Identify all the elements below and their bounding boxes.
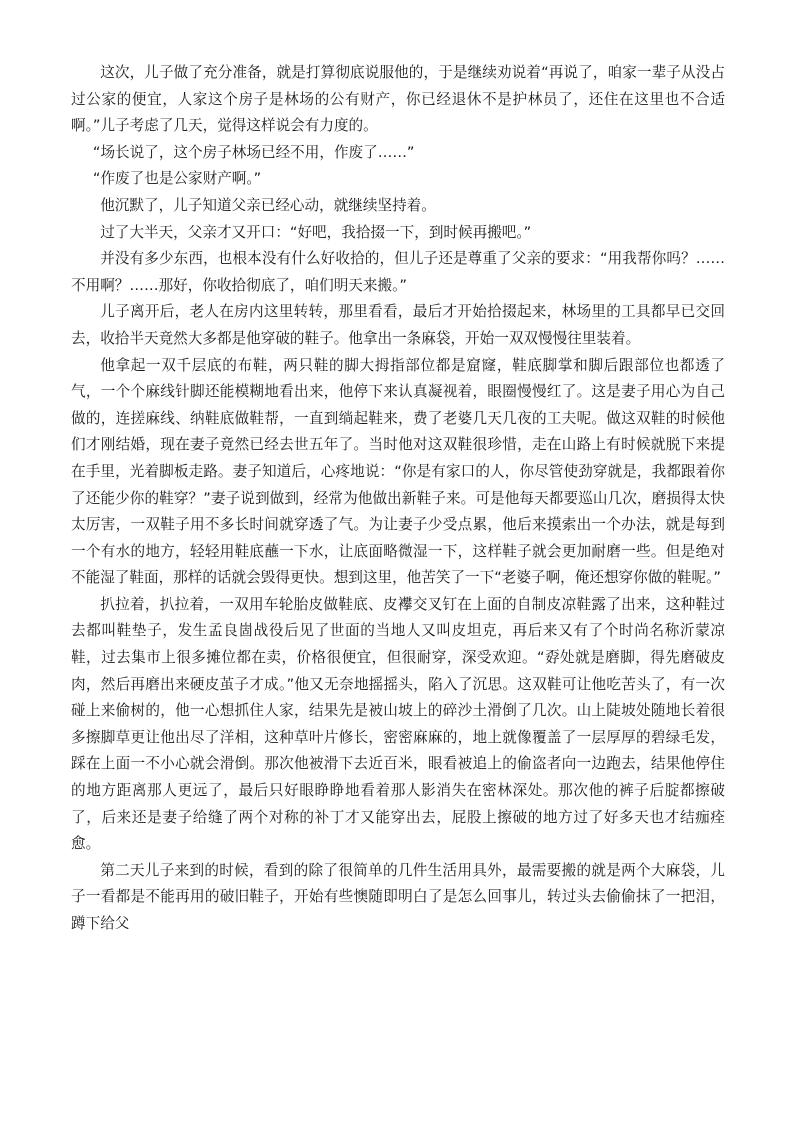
paragraph-8: 他拿起一双千层底的布鞋，两只鞋的脚大拇指部位都是窟窿，鞋底脚掌和脚后跟部位也都透了气，一个个麻线针脚还能模糊地看出来，他停下来认真凝视着，眼圈慢慢红了。这是妻子用心为自己做的，连搓麻线、纳鞋底做鞋帮，一直到绱起鞋来，费了老婆几天几夜的工夫呢。做这双鞋的时候他们才刚结婚，现在妻子竟然已经去世五年了。当时他对这双鞋很珍惜，走在山路上有时候就脱下来提在手里，光着脚板走路。妻子知道后，心疼地说：“你是有家口的人，你尽管使劲穿就是，我都跟着你了还能少你的鞋穿？”妻子说到做到，经常为他做出新鞋子来。可是他每天都要巡山几次，磨损得太快太厉害，一双鞋子用不多长时间就穿透了气。为让妻子少受点累，他后来摸索出一个办法，就是每到一个有水的地方，轻轻用鞋底蘸一下水，让底面略微湿一下，这样鞋子就会更加耐磨一些。但是绝对不能湿了鞋面，那样的话就会毁得更快。想到这里，他苦笑了一下“老婆子啊，俺还想穿你做的鞋呢。” (71, 356, 725, 587)
paragraph-3: “作废了也是公家财产啊。” (92, 170, 262, 188)
paragraph-10: 第二天儿子来到的时候，看到的除了很简单的几件生活用具外，最需要搬的就是两个大麻袋，儿子一看都是不能再用的破旧鞋子，开始有些懊随即明白了是怎么回事儿，转过头去偷偷抹了一把泪，蹲下给父 (71, 861, 725, 932)
document-page (71, 60, 725, 938)
paragraph-1: 这次，儿子做了充分准备，就是打算彻底说服他的，于是继续劝说着“再说了，咱家一辈子从没占过公家的便宜，人家这个房子是林场的公有财产，你已经退休不是护林员了，还住在这里也不合适啊。”儿子考虑了几天，觉得这样说会有力度的。 (71, 64, 725, 135)
paragraph-5: 过了大半天，父亲才又开口：“好吧，我拾掇一下，到时候再搬吧。” (100, 223, 532, 241)
paragraph-9: 扒拉着，扒拉着，一双用车轮胎皮做鞋底、皮襻交叉钉在上面的自制皮凉鞋露了出来，这种鞋过去都叫鞋垫子，发生孟良崮战役后见了世面的当地人又叫皮坦克，再后来又有了个时尚名称沂蒙凉鞋，过去集市上很多摊位都在卖，价格很便宜，但很耐穿，深受欢迎。“孬处就是磨脚，得先磨破皮肉，然后再磨出来硬皮茧子才成。”他又无奈地摇摇头，陷入了沉思。这双鞋可让他吃苦头了，有一次碰上来偷树的，他一心想抓住人家，结果先是被山坡上的碎沙土滑倒了几次。山上陡坡处随地长着很多擦脚草更让他出尽了洋相，这种草叶片修长，密密麻麻的，地上就像覆盖了一层厚厚的碧绿毛发，踩在上面一不小心就会滑倒。那次他被滑下去近百米，眼看被追上的偷盗者向一边跑去，结果他停住的地方距离那人更远了，最后只好眼睁睁地看着那人影消失在密林深处。那次他的裤子后腚都擦破了，后来还是妻子给缝了两个对称的补丁才又能穿出去，屁股上擦破的地方过了好多天也才结痂痊愈。 (71, 595, 725, 853)
paragraph-4: 他沉默了，儿子知道父亲已经心动，就继续坚持着。 (100, 196, 436, 214)
paragraph-7: 儿子离开后，老人在房内这里转转，那里看看，最后才开始拾掇起来，林场里的工具都早已交回去，收拾半天竟然大多都是他穿破的鞋子。他拿出一条麻袋，开始一双双慢慢往里装着。 (71, 303, 725, 347)
paragraph-6: 并没有多少东西，也根本没有什么好收拾的，但儿子还是尊重了父亲的要求：“用我帮你吗？……不用啊？……那好，你收拾彻底了，咱们明天来搬。” (71, 250, 725, 294)
paragraph-2: “场长说了，这个房子林场已经不用，作废了……” (92, 143, 415, 161)
